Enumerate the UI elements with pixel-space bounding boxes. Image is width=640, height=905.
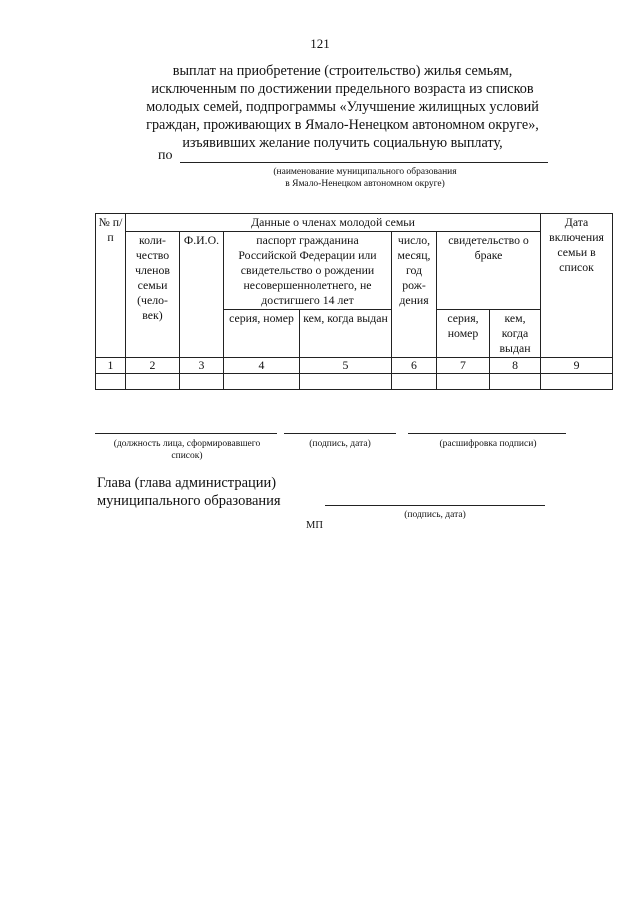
head-signature-fill-line[interactable]	[325, 505, 545, 506]
header-marriage-issued: кем, когда выдан	[490, 310, 541, 358]
table-cell[interactable]	[392, 374, 437, 390]
column-number: 7	[437, 358, 490, 374]
position-caption: (должность лица, сформировавшего список)	[113, 439, 261, 461]
column-number: 2	[126, 358, 180, 374]
column-number: 6	[392, 358, 437, 374]
signature-fill-line[interactable]	[284, 433, 396, 434]
table-row	[96, 374, 613, 390]
header-marriage-certificate: свидетельство о браке	[437, 232, 541, 310]
column-number: 1	[96, 358, 126, 374]
header-inclusion-date: Дата включения семьи в список	[541, 214, 613, 358]
caption-line: (наименование муниципального образования	[273, 167, 457, 177]
head-title-line: Глава (глава администрации)	[97, 475, 277, 491]
page-number: 121	[310, 36, 330, 51]
heading-line: граждан, проживающих в Ямало-Ненецком автономном округе»,	[146, 117, 539, 133]
po-label: по	[158, 148, 173, 163]
municipality-fill-line[interactable]	[180, 162, 548, 163]
document-heading	[110, 62, 575, 152]
heading-line: молодых семей, подпрограммы «Улучшение жилищных условий	[146, 99, 539, 115]
table-cell[interactable]	[300, 374, 392, 390]
table-cell[interactable]	[126, 374, 180, 390]
column-number: 3	[180, 358, 224, 374]
header-full-name: Ф.И.О.	[180, 232, 224, 358]
heading-line: изъявивших желание получить социальную выплату,	[182, 135, 503, 151]
table-cell[interactable]	[490, 374, 541, 390]
column-number: 9	[541, 358, 613, 374]
column-number: 4	[224, 358, 300, 374]
table-cell[interactable]	[541, 374, 613, 390]
column-number: 8	[490, 358, 541, 374]
signature-date-caption: (подпись, дата)	[309, 439, 371, 449]
header-family-data: Данные о членах молодой семьи	[126, 214, 541, 232]
head-title-line: муниципального образования	[97, 493, 281, 509]
head-signature-caption: (подпись, дата)	[404, 510, 466, 520]
heading-line: выплат на приобретение (строительство) жилья семьям,	[172, 63, 513, 79]
table-cell[interactable]	[437, 374, 490, 390]
header-passport-series: серия, номер	[224, 310, 300, 358]
head-of-administration	[97, 474, 281, 510]
heading-line: исключенным по достижении предельного возраста из списков	[151, 81, 534, 97]
table-cell[interactable]	[96, 374, 126, 390]
seal-place-label: МП	[306, 520, 323, 531]
header-birth-date: число, месяц, год рож-дения	[392, 232, 437, 358]
header-passport-issued: кем, когда выдан	[300, 310, 392, 358]
column-number: 5	[300, 358, 392, 374]
header-family-size: коли-чество членов семьи (чело-век)	[126, 232, 180, 358]
name-decode-caption: (расшифровка подписи)	[439, 439, 537, 449]
name-decode-fill-line[interactable]	[408, 433, 566, 434]
table-cell[interactable]	[224, 374, 300, 390]
table-cell[interactable]	[180, 374, 224, 390]
caption-line: в Ямало-Ненецком автономном округе)	[285, 179, 445, 189]
header-passport: паспорт гражданина Российской Федерации или свидетельство о рождении несовершеннолетнего, не достигшего 14 лет	[224, 232, 392, 310]
position-fill-line[interactable]	[95, 433, 277, 434]
header-marriage-series: серия, номер	[437, 310, 490, 358]
family-list-table	[95, 213, 613, 390]
header-number: № п/п	[96, 214, 126, 358]
municipality-caption	[230, 166, 500, 190]
